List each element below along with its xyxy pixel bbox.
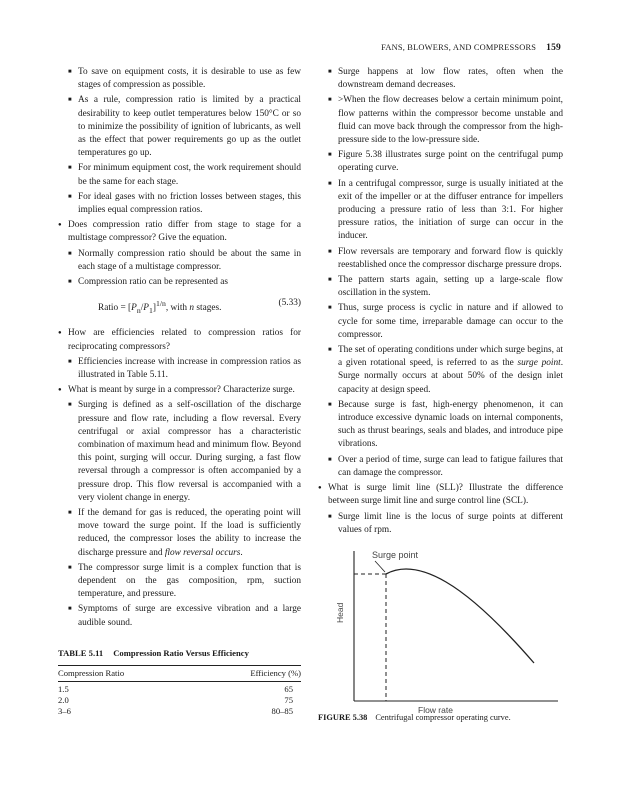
list-item: ■ If the demand for gas is reduced, the operating point will move toward the surge point. If the load is sufficiently reduced, the compressor loses the ability to increase the discharge pressure and flow reversal occurs. [58,507,301,560]
list-item: ■ Over a period of time, surge can lead to fatigue failures that can damage the compressor. [318,454,563,480]
list-item: ■ Figure 5.38 illustrates surge point on the centrifugal pump operating curve. [318,149,563,175]
figure-5-38-diagram [330,545,565,715]
list-item: ■ The compressor surge limit is a complex function that is dependent on the gas composition, rpm, suction temperature, and pressure. [58,562,301,602]
list-item: ■ Normally compression ratio should be about the same in each stage of a multistage compressor. [58,248,301,274]
operating-curve [386,569,534,663]
question-item: ● What is meant by surge in a compressor? Characterize surge. [58,384,301,397]
table-row [58,684,301,695]
list-item: ■ As a rule, compression ratio is limited by a practical desirability to keep outlet temperatures below 150°C or so to minimize the possibility of ignition of lubricants, as well as the effect that power requirements go up as the outlet temperatures go up. [58,94,301,160]
list-item: ■ In a centrifugal compressor, surge is usually initiated at the exit of the impeller or at the diffuser entrance for impellers producing a pressure ratio of less than 3:1. For higher pressure ratios, the initiation of surge can occur in the inducer. [318,178,563,244]
running-head-title: FANS, BLOWERS, AND COMPRESSORS [381,43,537,52]
right-column [318,66,563,539]
list-item: ■ Flow reversals are temporary and forward flow is quickly reestablished once the compressor discharge pressure drops. [318,246,563,272]
table-header-row [58,666,301,681]
column-header: Efficiency (%) [250,668,301,678]
table-cell: 80–85 [271,706,293,716]
column-header: Compression Ratio [58,668,125,678]
table-label: TABLE 5.11 [58,648,104,658]
table-row [58,706,301,717]
list-item: ■ Surge limit line is the locus of surge points at different values of rpm. [318,511,563,537]
figure-caption [318,713,568,722]
list-item: ■ The set of operating conditions under which surge begins, at a given rotational speed, is referred to as the surge point. Surge normally occurs at about 50% of the design inlet capacity at design speed. [318,344,563,397]
list-item: ■ Because surge is fast, high-energy phenomenon, it can introduce excessive dynamic loads on internal components, such as thrust bearings, seals and blades, and introduce pipe vibrations. [318,399,563,452]
list-item: ■ To save on equipment costs, it is desirable to use as few stages of compression as possible. [58,66,301,92]
x-axis-label: Flow rate [418,705,453,715]
running-head [300,43,561,53]
table-cell: 3–6 [58,706,71,716]
list-item: ■ For ideal gases with no friction losses between stages, this implies equal compression ratios. [58,191,301,217]
table-cell: 2.0 [58,695,69,705]
surge-point-label: Surge point [372,550,419,560]
list-item: ■ Surge happens at low flow rates, often when the downstream demand decreases. [318,66,563,92]
question-item: ● Does compression ratio differ from stage to stage for a multistage compressor? Give the equation. [58,219,301,245]
table-cell: 75 [284,695,293,705]
surge-point-leader [375,561,385,572]
list-item: ■ Symptoms of surge are excessive vibration and a large audible sound. [58,603,301,629]
equation-number: (5.33) [278,298,301,309]
table-row [58,695,301,706]
figure-label: FIGURE 5.38 [318,713,368,722]
figure-caption-text: Centrifugal compressor operating curve. [375,713,511,722]
table-cell: 65 [284,684,293,694]
y-axis-label: Head [335,602,345,623]
list-item: ■ For minimum equipment cost, the work requirement should be the same for each stage. [58,162,301,188]
list-item: ■ Compression ratio can be represented as [58,276,301,289]
list-item: ■ Surging is defined as a self-oscillation of the discharge pressure and flow rate, including a flow reversal. Every centrifugal or axial compressor has a characteristic combination of maximum head and minimum flow. Beyond this point, surging will occur. During surging, a fast flow reversal through a compressor is often accompanied by a pressure drop. This flow reversal is accompanied with a very violent change in energy. [58,399,301,505]
table-caption [58,648,301,658]
table-title: Compression Ratio Versus Efficiency [113,648,249,658]
question-item: ● What is surge limit line (SLL)? Illustrate the difference between surge limit line and surge control line (SCL). [318,482,563,508]
question-item: ● How are efficiencies related to compression ratios for reciprocating compressors? [58,327,301,353]
table-cell: 1.5 [58,684,69,694]
list-item: ■ The pattern starts again, setting up a large-scale flow oscillation in the system. [318,274,563,300]
table-5-11 [58,648,301,717]
list-item: ■ Efficiencies increase with increase in compression ratios as illustrated in Table 5.11. [58,356,301,382]
list-item: ■ >When the flow decreases below a certain minimum point, flow patterns within the compressor become unstable and fluid can move back through the compressor from the high-pressure side to the low-pressure side. [318,94,563,147]
equation-5-33 [58,297,301,317]
page-number: 159 [546,43,561,53]
equation-body: Ratio = $[P_n/P_1]^{1/n}$, with n stages. [98,299,222,316]
left-column [58,66,301,632]
list-item: ■ Thus, surge process is cyclic in nature and if allowed to cycle for some time, irreparable damage can occur to the compressor. [318,302,563,342]
